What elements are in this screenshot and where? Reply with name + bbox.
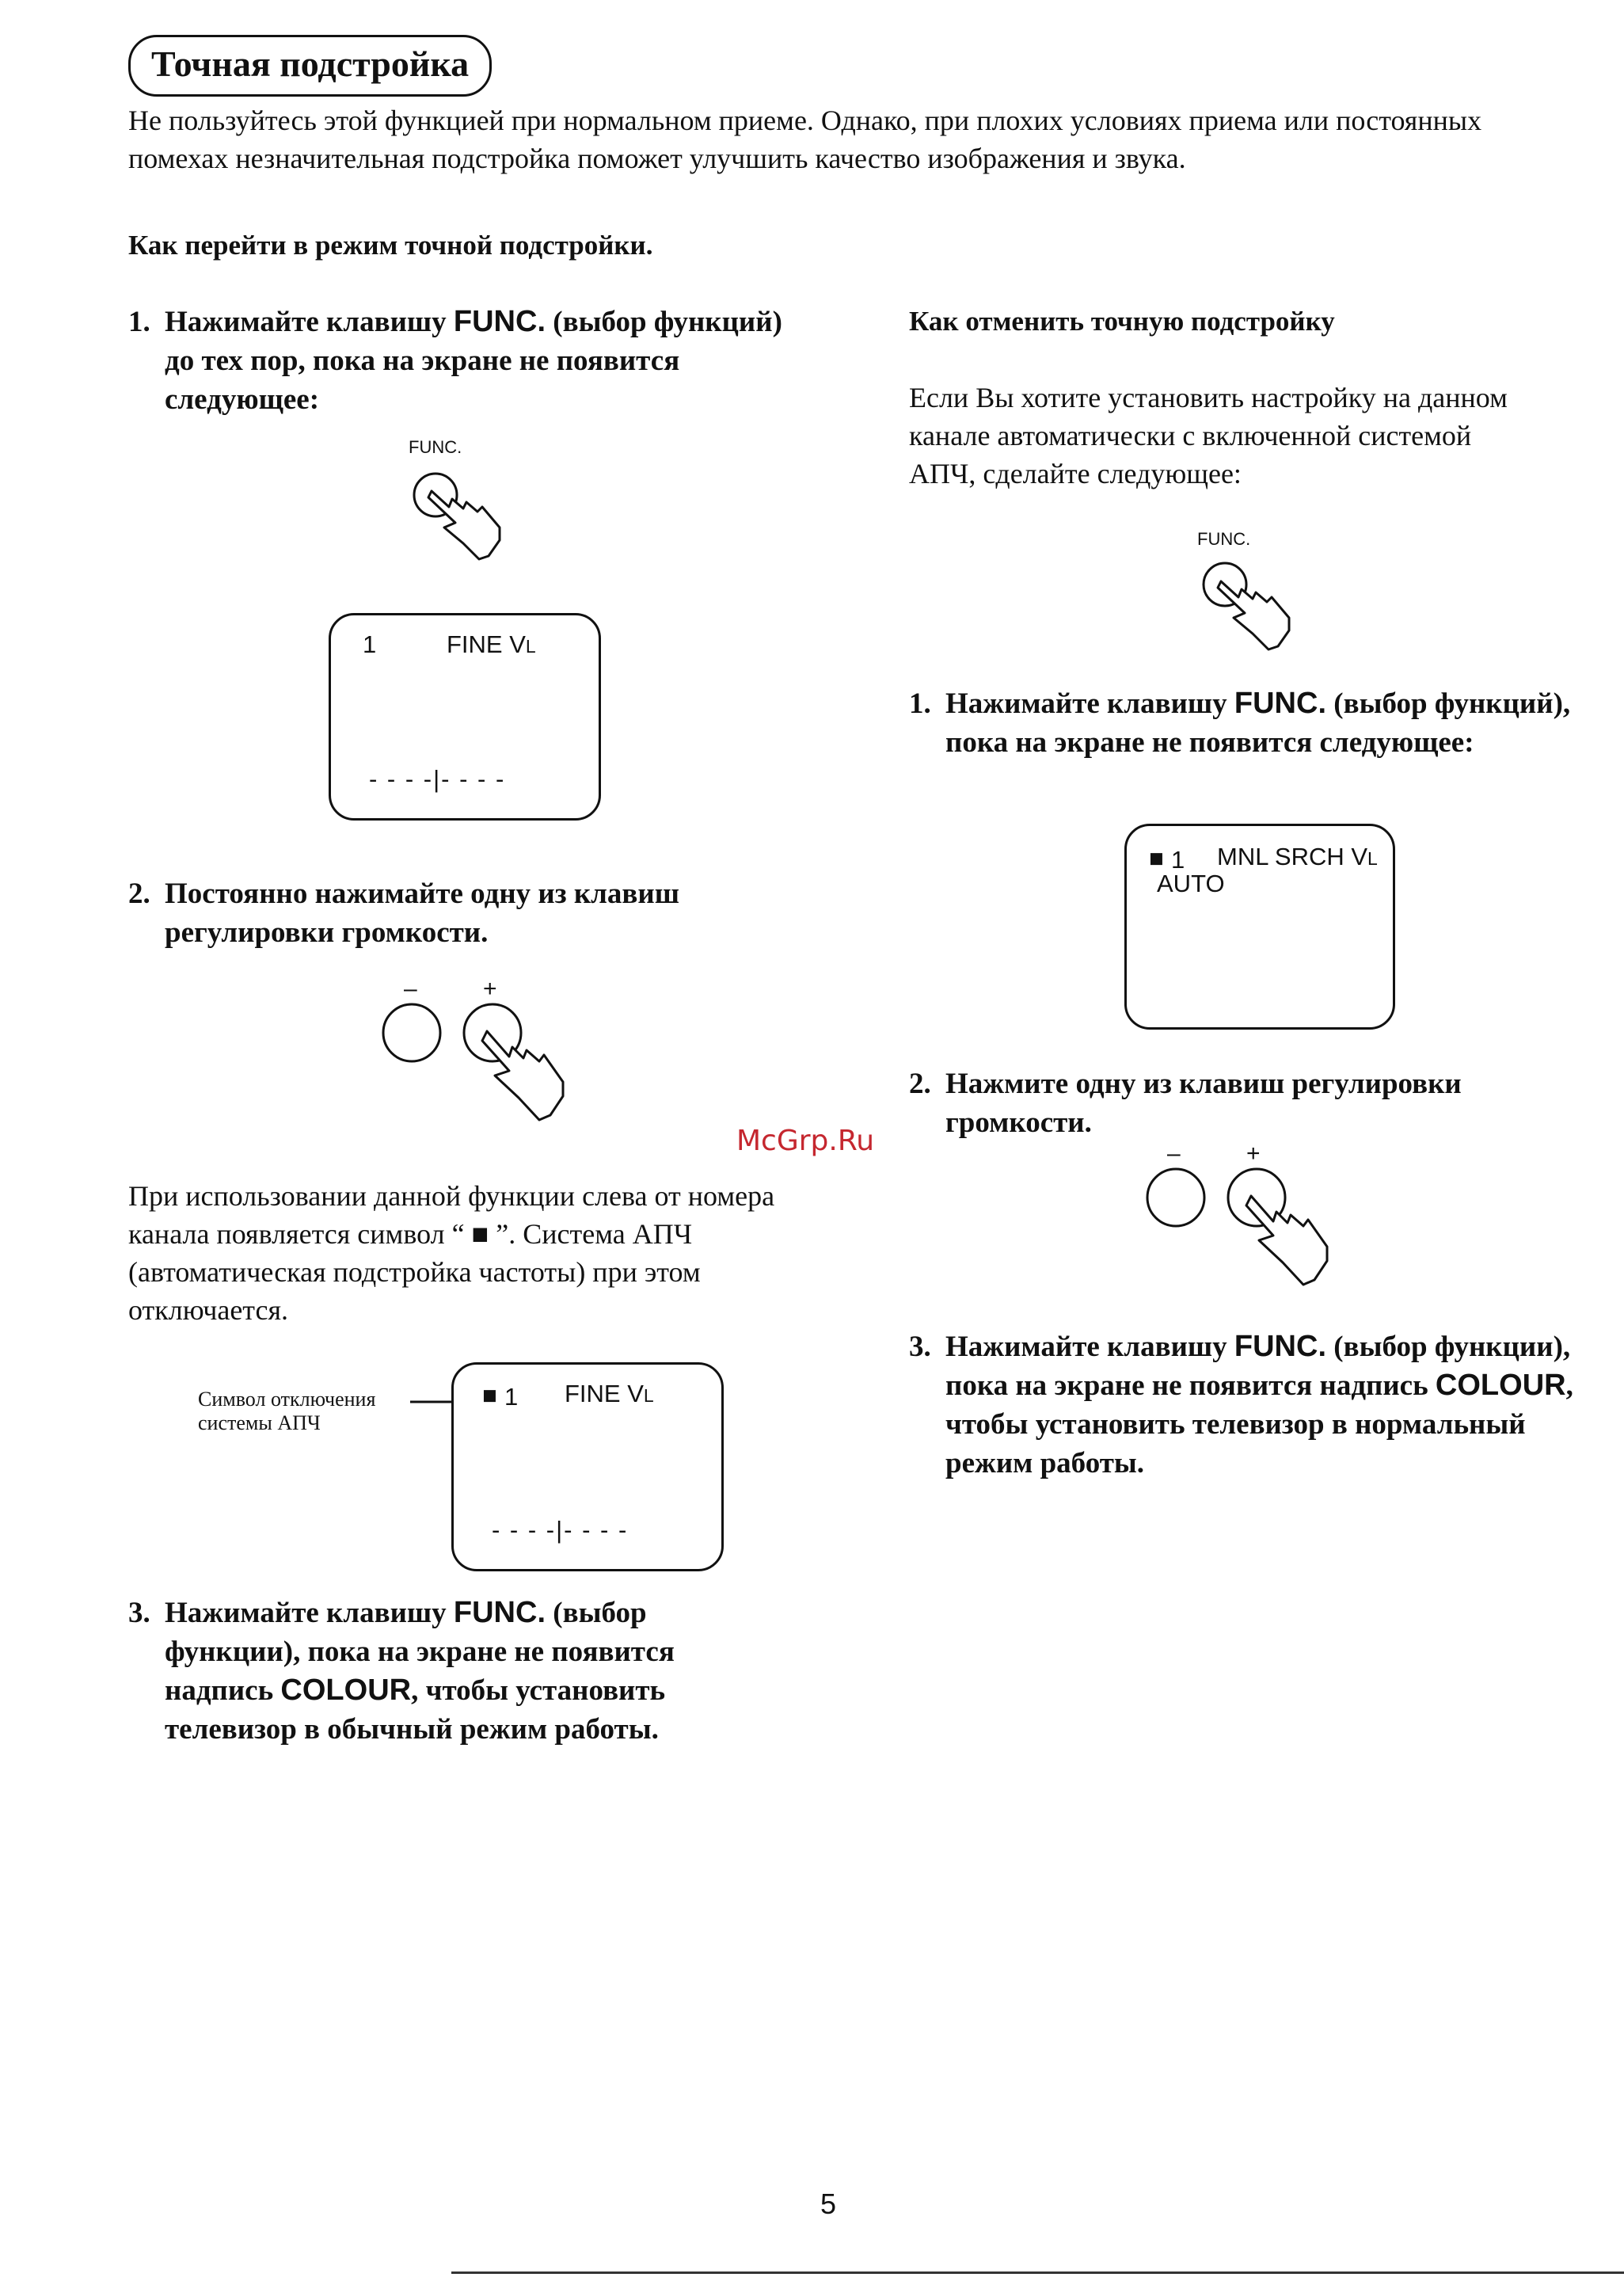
left-step-3	[128, 1594, 762, 1749]
fine-mode-label: FINE VL	[565, 1380, 654, 1407]
volume-buttons-icon	[1140, 1164, 1354, 1299]
minus-label: –	[1167, 1140, 1181, 1167]
volume-minus-button	[383, 1004, 440, 1061]
func-key-name: FUNC.	[453, 305, 546, 338]
tuning-bar: - - - -|- - - -	[492, 1516, 629, 1544]
channel-number: 1	[1171, 846, 1185, 874]
step-number: 3.	[909, 1331, 931, 1363]
volume-minus-button	[1147, 1169, 1204, 1226]
pointing-hand-icon	[1246, 1196, 1327, 1285]
step-text: , чтобы установить телевизор в обычный режим работы.	[165, 1674, 666, 1746]
afc-off-marker: ■	[1149, 844, 1164, 872]
step-text: (выбор функций) до тех пор, пока на экране не появится следующее:	[165, 306, 782, 416]
watermark: McGrp.Ru	[736, 1125, 875, 1157]
channel-number: 1	[363, 630, 377, 658]
pointing-hand-icon	[428, 491, 500, 559]
page-number: 5	[820, 2188, 837, 2220]
manual-search-label: MNL SRCH VL	[1217, 843, 1378, 870]
intro-paragraph: Не пользуйтесь этой функцией при нормальном приеме. Однако, при плохих условиях приема или постоянных помехах незначительная подстройка поможет улучшить качество изображения и звука.	[128, 105, 1482, 174]
func-key-name: FUNC.	[453, 1596, 546, 1629]
tv-screen-fine	[329, 613, 601, 821]
step-text: Постоянно нажимайте одну из клавиш регулировки громкости.	[165, 878, 679, 949]
step-text: , чтобы установить телевизор в нормальный режим работы.	[945, 1369, 1573, 1479]
plus-label: +	[483, 976, 497, 1002]
step-text: Нажимайте клавишу	[945, 687, 1234, 720]
colour-key-name: COLOUR	[280, 1674, 412, 1707]
func-button-press-icon	[400, 459, 550, 570]
left-step-2	[128, 874, 809, 952]
volume-buttons-icon	[376, 1000, 590, 1134]
step-text: (выбор функций), пока на экране не появится следующее:	[945, 687, 1571, 759]
right-step-1	[909, 684, 1590, 762]
step-text: (выбор функции), пока на экране не появится надпись	[945, 1331, 1571, 1402]
func-button-press-icon	[1189, 553, 1340, 664]
step-number: 1.	[909, 687, 931, 720]
right-intro: Если Вы хотите установить настройку на данном канале автоматически с включенной системой АПЧ, сделайте следующее:	[909, 382, 1508, 489]
func-key-name: FUNC.	[1234, 1330, 1327, 1363]
tuning-bar: - - - -|- - - -	[369, 765, 506, 793]
right-step-3	[909, 1327, 1590, 1483]
afc-note: При использовании данной функции слева от номера канала появляется символ “ ■ ”. Система АПЧ (автоматическая подстройка частоты) при этом отключается.	[128, 1180, 775, 1326]
minus-label: –	[404, 976, 417, 1002]
afc-symbol-callout: Символ отключения системы АПЧ	[198, 1388, 376, 1434]
step-text: (выбор функции), пока на экране не появится надпись	[165, 1597, 675, 1707]
left-heading: Как перейти в режим точной подстройки.	[128, 230, 653, 261]
bottom-rule	[451, 2271, 1624, 2274]
colour-key-name: COLOUR	[1435, 1369, 1566, 1402]
page-title: Точная подстройка	[128, 35, 492, 97]
plus-label: +	[1246, 1140, 1261, 1167]
step-number: 2.	[128, 878, 150, 910]
right-heading: Как отменить точную подстройку	[909, 306, 1335, 337]
pointing-hand-icon	[482, 1031, 563, 1120]
step-text: Нажимайте клавишу	[945, 1331, 1234, 1363]
tv-screen-manual-search	[1124, 824, 1395, 1030]
step-text: Нажмите одну из клавиш регулировки громкости.	[945, 1068, 1462, 1139]
left-step-1	[128, 303, 793, 419]
step-number: 2.	[909, 1068, 931, 1100]
step-number: 1.	[128, 306, 150, 338]
func-key-name: FUNC.	[1234, 687, 1327, 720]
func-button-label: FUNC.	[1197, 529, 1251, 549]
fine-mode-label: FINE VL	[447, 630, 536, 658]
pointing-hand-icon	[1218, 581, 1289, 649]
afc-off-marker: ■	[482, 1381, 497, 1409]
right-step-2	[909, 1064, 1590, 1142]
step-text: Нажимайте клавишу	[165, 306, 454, 338]
channel-number: 1	[504, 1383, 519, 1411]
func-button-label: FUNC.	[409, 437, 462, 457]
step-text: Нажимайте клавишу	[165, 1597, 454, 1629]
step-number: 3.	[128, 1597, 150, 1629]
tv-screen-fine-afc-off	[451, 1362, 724, 1571]
auto-label: AUTO	[1157, 870, 1225, 897]
